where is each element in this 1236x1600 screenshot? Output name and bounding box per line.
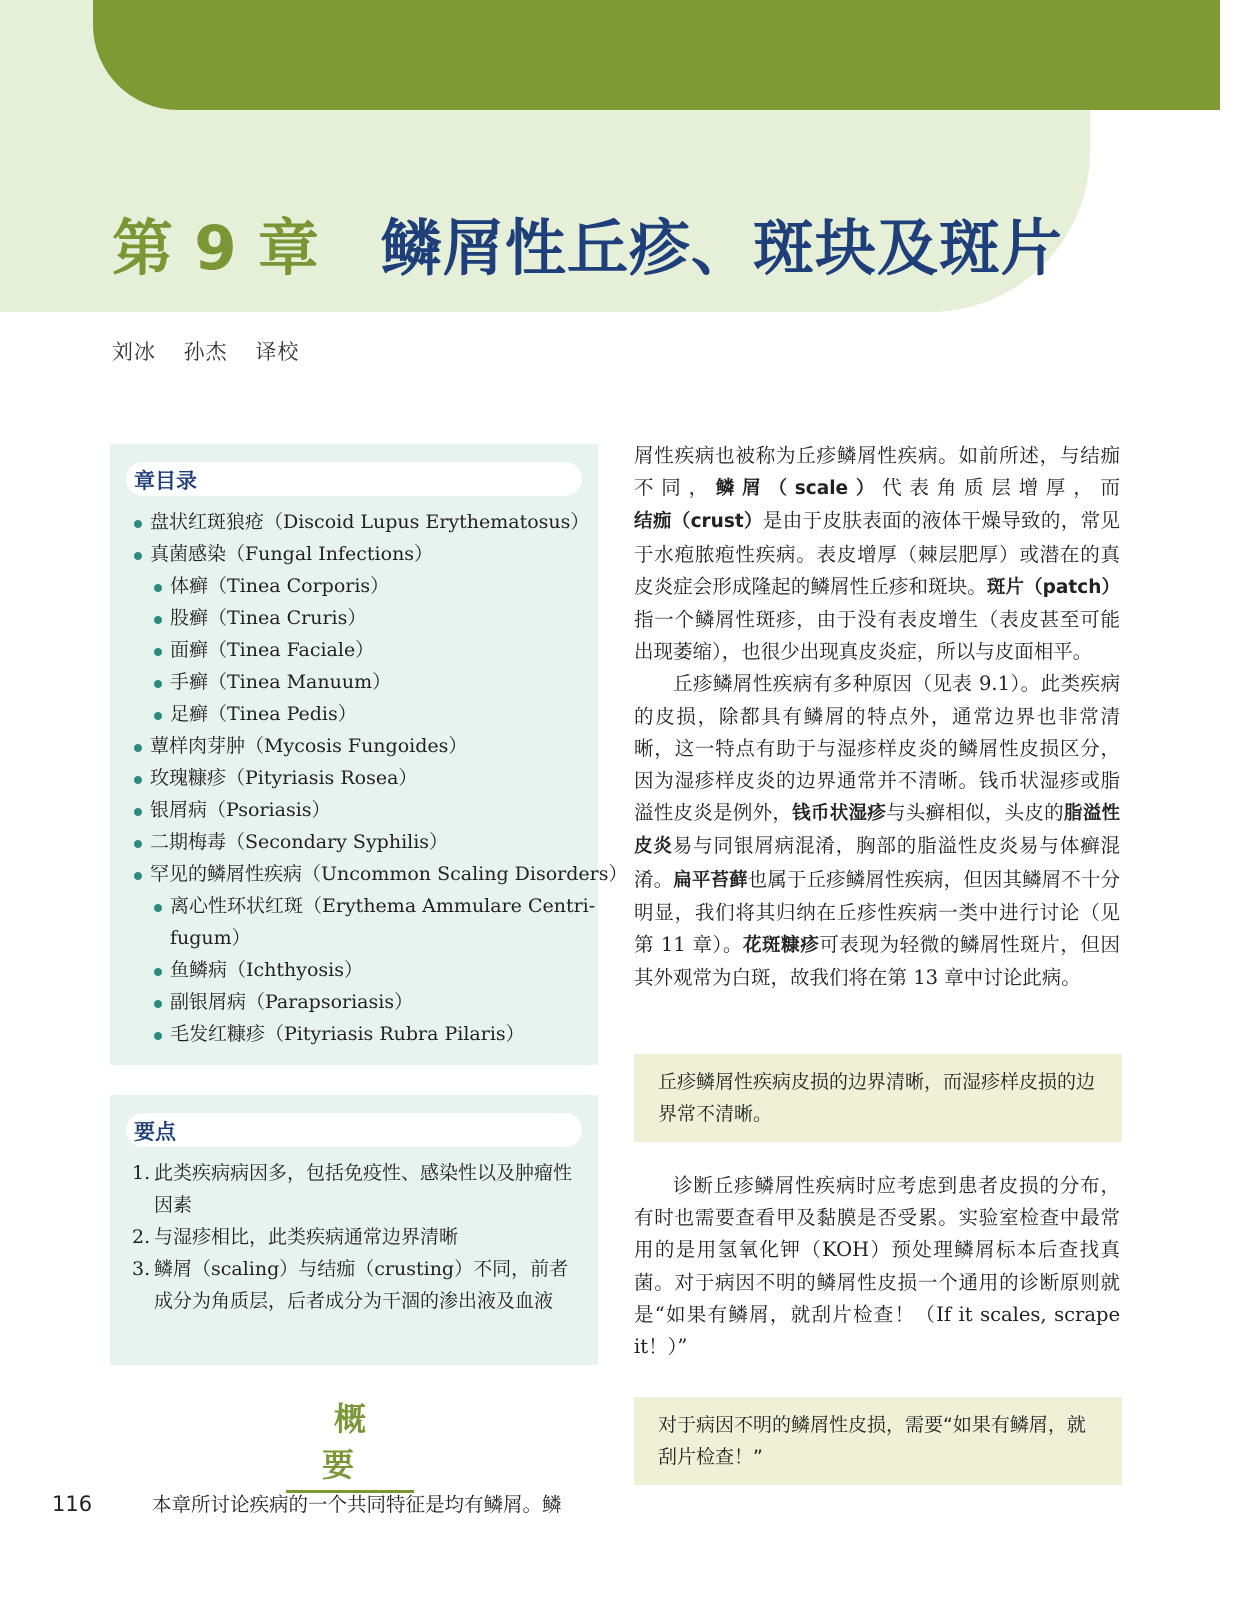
toc-item: 真菌感染（Fungal Infections）	[110, 538, 627, 570]
key-point: 3. 鳞屑（scaling）与结痂（crusting）不同，前者成分为角质层，后者成分为干涸的渗出液及血液	[132, 1258, 569, 1312]
overview-intro-text: 本章所讨论疾病的一个共同特征是均有鳞屑。鳞	[152, 1493, 562, 1516]
paragraph: 屑性疾病也被称为丘疹鳞屑性疾病。如前所述，与结痂不同，鳞屑（scale）代表角质层增厚，而结痂（crust）是由于皮肤表面的液体干燥导致的，常见于水疱脓疱性疾病。表皮增厚（棘层肥厚）或潜在的真皮炎症会形成隆起的鳞屑性丘疹和斑块。斑片（patch）指一个鳞屑性斑疹，由于没有表皮增生（表皮甚至可能出现萎缩），也很少出现真皮炎症，所以与皮面相平。	[634, 444, 1120, 664]
toc-item: 足癣（Tinea Pedis）	[110, 698, 627, 730]
right-column-body	[634, 440, 1120, 994]
toc-box	[110, 444, 628, 1065]
key-points-list	[110, 1157, 598, 1317]
toc-item-continuation: fugum）	[170, 927, 251, 949]
toc-item: 副银屑病（Parapsoriasis）	[110, 986, 627, 1018]
toc-item: 离心性环状红斑（Erythema Ammulare Centri-	[110, 890, 627, 922]
chapter-number: 第 9 章	[112, 213, 319, 284]
key-points-header	[126, 1113, 582, 1147]
key-point: 2. 与湿疹相比，此类疾病通常边界清晰	[132, 1226, 459, 1248]
key-points-title: 要点	[134, 1120, 176, 1144]
callout-box: 对于病因不明的鳞屑性皮损，需要“如果有鳞屑，就刮片检查！”	[634, 1397, 1122, 1485]
key-point: 1. 此类疾病病因多，包括免疫性、感染性以及肿瘤性因素	[132, 1162, 573, 1216]
overview-heading: 概要	[286, 1394, 414, 1493]
chapter-name: 鳞屑性丘疹、斑块及斑片	[380, 213, 1063, 284]
toc-item: 蕈样肉芽肿（Mycosis Fungoides）	[110, 730, 627, 762]
chapter-title	[112, 213, 1063, 284]
authors: 刘冰 孙杰 译校	[112, 340, 300, 364]
toc-item: 股癣（Tinea Cruris）	[110, 602, 627, 634]
toc-header	[126, 462, 582, 496]
toc-item: 体癣（Tinea Corporis）	[110, 570, 627, 602]
toc-list	[110, 506, 627, 1050]
key-points-box	[110, 1095, 598, 1365]
toc-item: 手癣（Tinea Manuum）	[110, 666, 627, 698]
toc-item: 毛发红糠疹（Pityriasis Rubra Pilaris）	[110, 1018, 627, 1050]
paragraph: 诊断丘疹鳞屑性疾病时应考虑到患者皮损的分布，有时也需要查看甲及黏膜是否受累。实验室检查中最常用的是用氢氧化钾（KOH）预处理鳞屑标本后查找真菌。对于病因不明的鳞屑性皮损一个通用的诊断原则就是“如果有鳞屑，就刮片检查！（If it scales, scrape it！）”	[634, 1174, 1120, 1359]
toc-title: 章目录	[134, 469, 197, 493]
toc-item: 罕见的鳞屑性疾病（Uncommon Scaling Disorders）	[110, 858, 627, 890]
toc-item: 面癣（Tinea Faciale）	[110, 634, 627, 666]
callout-box: 丘疹鳞屑性疾病皮损的边界清晰，而湿疹样皮损的边界常不清晰。	[634, 1054, 1122, 1142]
header-dark-band	[93, 0, 1220, 110]
toc-item: 二期梅毒（Secondary Syphilis）	[110, 826, 627, 858]
toc-item: 鱼鳞病（Ichthyosis）	[110, 954, 627, 986]
toc-item: 盘状红斑狼疮（Discoid Lupus Erythematosus）	[110, 506, 627, 538]
toc-item: 玫瑰糠疹（Pityriasis Rosea）	[110, 762, 627, 794]
toc-item: 银屑病（Psoriasis）	[110, 794, 627, 826]
paragraph: 丘疹鳞屑性疾病有多种原因（见表 9.1）。此类疾病的皮损，除都具有鳞屑的特点外，通常边界也非常清晰，这一特点有助于与湿疹样皮炎的鳞屑性皮损区分，因为湿疹样皮炎的边界通常并不清晰。钱币状湿疹或脂溢性皮炎是例外，钱币状湿疹与头癣相似，头皮的脂溢性皮炎易与同银屑病混淆，胸部的脂溢性皮炎易与体癣混淆。扁平苔藓也属于丘疹鳞屑性疾病，但因其鳞屑不十分明显，我们将其归纳在丘疹性疾病一类中进行讨论（见第 11 章）。花斑糠疹可表现为轻微的鳞屑性斑片，但因其外观常为白斑，故我们将在第 13 章中讨论此病。	[634, 672, 1120, 990]
right-column-body-2	[634, 1170, 1120, 1363]
page-number: 116	[52, 1492, 93, 1516]
